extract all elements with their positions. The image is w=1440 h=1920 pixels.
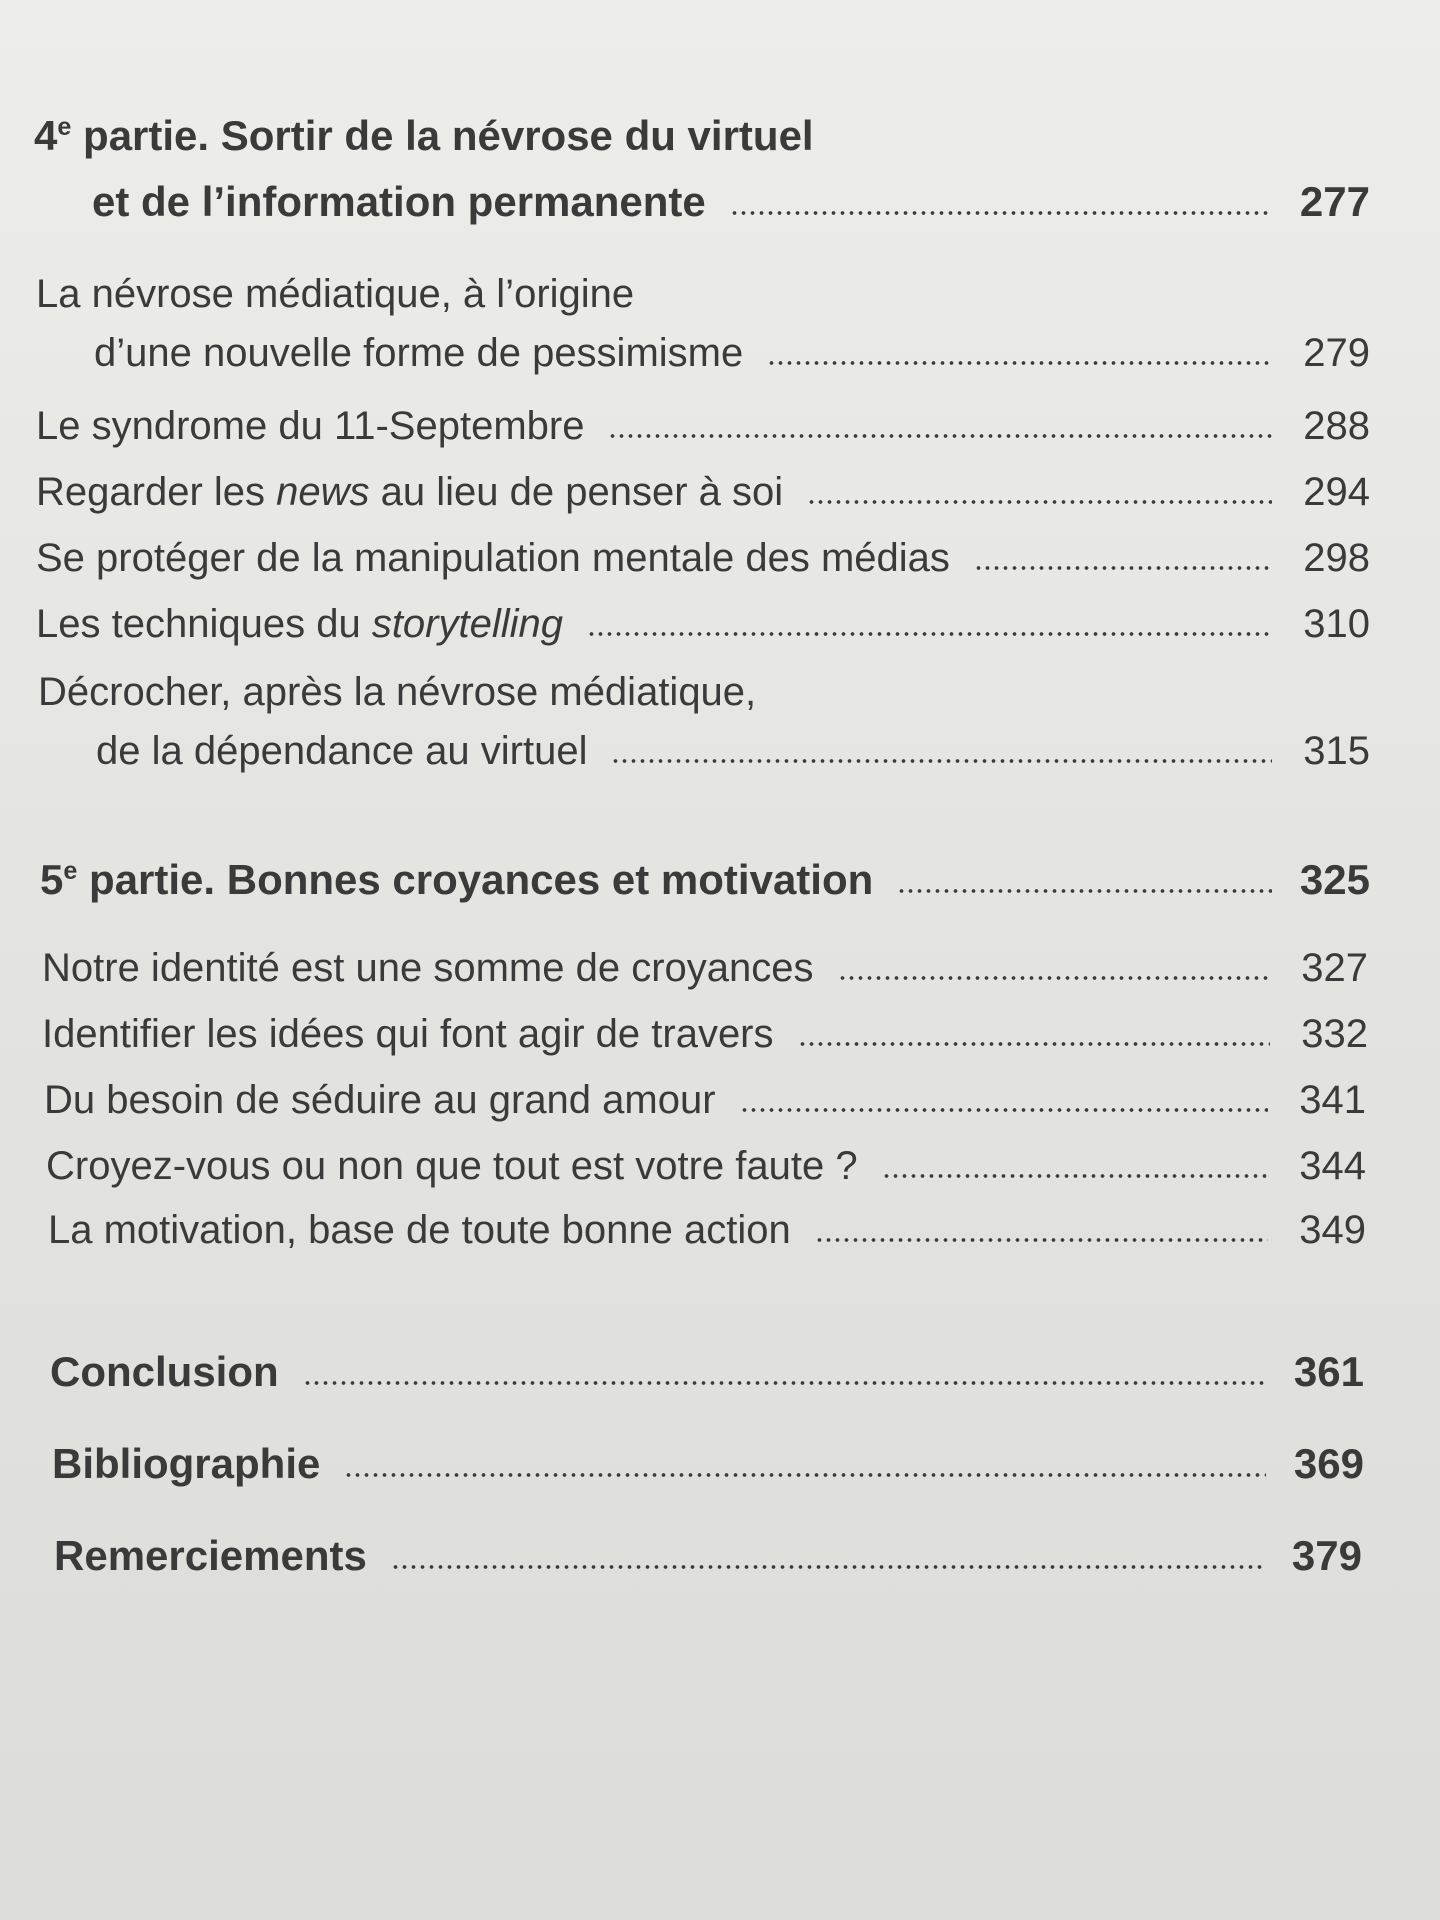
- toc-page-number: 332: [1301, 1012, 1368, 1056]
- toc-page-number: 288: [1303, 404, 1370, 448]
- toc-page-number: 369: [1293, 1440, 1364, 1487]
- leader-dots: [974, 565, 1272, 571]
- toc-entry: Décrocher, après la névrose médiatique, de la dépendance au virtuel 315: [38, 670, 1370, 773]
- leader-dots: [740, 1107, 1268, 1113]
- leader-dots: [798, 1041, 1270, 1047]
- leader-dots: [303, 1380, 1266, 1386]
- toc-part4-title-line2: et de l’information permanente: [92, 178, 706, 225]
- toc-page-number: 349: [1299, 1208, 1366, 1252]
- toc-entry: Identifier les idées qui font agir de travers 332: [42, 1012, 1368, 1056]
- toc-part4-title-line1: 4e partie. Sortir de la névrose du virtuel: [34, 112, 814, 159]
- toc-entry: Les techniques du storytelling 310: [36, 602, 1370, 646]
- toc-page-number: 310: [1303, 602, 1370, 646]
- leader-dots: [807, 499, 1272, 505]
- leader-dots: [897, 888, 1272, 894]
- toc-part4-heading: [34, 112, 1370, 226]
- toc-remerciements: Remerciements 379: [54, 1532, 1362, 1579]
- toc-part5-page: 325: [1299, 856, 1370, 903]
- toc-page-number: 315: [1303, 729, 1370, 773]
- toc-entry: La névrose médiatique, à l’origine d’une nouvelle forme de pessimisme 279: [36, 272, 1370, 375]
- leader-dots: [730, 210, 1272, 216]
- toc-page-number: 298: [1303, 536, 1370, 580]
- leader-dots: [882, 1173, 1268, 1179]
- leader-dots: [391, 1564, 1264, 1570]
- toc-page-number: 344: [1299, 1144, 1366, 1188]
- leader-dots: [611, 758, 1272, 764]
- toc-page-number: 279: [1303, 331, 1370, 375]
- leader-dots: [608, 433, 1272, 439]
- toc-entry: Se protéger de la manipulation mentale des médias 298: [36, 536, 1370, 580]
- leader-dots: [344, 1472, 1266, 1478]
- toc-bibliographie: Bibliographie 369: [52, 1440, 1364, 1487]
- toc-page-number: 361: [1293, 1348, 1364, 1395]
- toc-entry: La motivation, base de toute bonne action 349: [48, 1208, 1366, 1252]
- toc-part5-heading: 5e partie. Bonnes croyances et motivation 325: [40, 856, 1370, 903]
- leader-dots: [815, 1237, 1268, 1243]
- toc-page-number: 327: [1301, 946, 1368, 990]
- toc-part4-page: 277: [1299, 178, 1370, 225]
- toc-entry: Croyez-vous ou non que tout est votre faute ? 344: [46, 1144, 1366, 1188]
- toc-page-number: 294: [1303, 470, 1370, 514]
- toc-entry: Le syndrome du 11-Septembre 288: [36, 404, 1370, 448]
- leader-dots: [838, 975, 1270, 981]
- leader-dots: [587, 631, 1272, 637]
- toc-conclusion: Conclusion 361: [50, 1348, 1364, 1395]
- leader-dots: [767, 360, 1272, 366]
- toc-entry: Notre identité est une somme de croyances 327: [42, 946, 1368, 990]
- toc-entry: Du besoin de séduire au grand amour 341: [44, 1078, 1366, 1122]
- toc-page-number: 341: [1299, 1078, 1366, 1122]
- toc-entry: Regarder les news au lieu de penser à soi 294: [36, 470, 1370, 514]
- toc-page-number: 379: [1291, 1532, 1362, 1579]
